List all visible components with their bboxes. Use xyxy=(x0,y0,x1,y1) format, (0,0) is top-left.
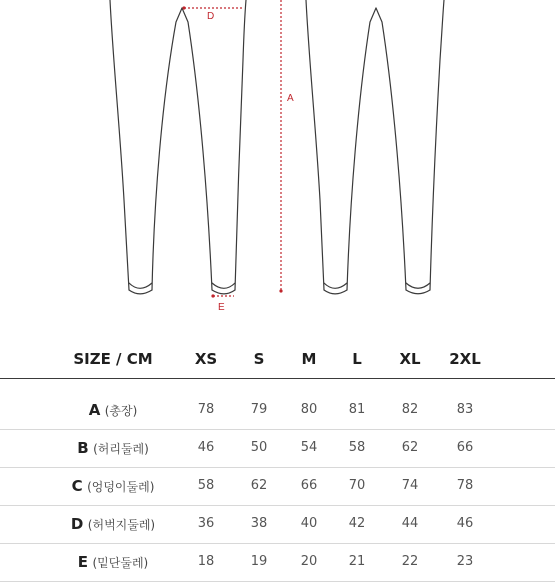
table-cell: 42 xyxy=(348,516,366,531)
header-s: S xyxy=(253,350,265,368)
table-cell: 79 xyxy=(250,402,268,417)
right-legging-outer-right xyxy=(430,0,444,290)
dimension-a-end-marker xyxy=(279,289,282,292)
row-description: (엉덩이둘레) xyxy=(87,480,155,494)
right-legging-cuff-right-bottom xyxy=(406,290,430,294)
table-cell: 19 xyxy=(250,554,268,569)
header-xs: XS xyxy=(194,350,218,368)
row-key: A xyxy=(88,401,101,419)
table-cell: 78 xyxy=(197,402,215,417)
table-cell: 38 xyxy=(250,516,268,531)
table-cell: 66 xyxy=(456,440,474,455)
left-legging-outer-leg xyxy=(110,0,129,290)
row-label xyxy=(71,515,155,533)
table-row xyxy=(0,506,555,544)
table-cell: 44 xyxy=(401,516,419,531)
row-description: (밑단둘레) xyxy=(92,556,149,570)
table-cell: 54 xyxy=(300,440,318,455)
header-m: M xyxy=(301,350,317,368)
table-cell: 80 xyxy=(300,402,318,417)
dimension-label-e: E xyxy=(218,302,225,313)
table-cell: 22 xyxy=(401,554,419,569)
table-cell: 70 xyxy=(348,478,366,493)
table-row xyxy=(0,430,555,468)
table-cell: 23 xyxy=(456,554,474,569)
table-cell: 36 xyxy=(197,516,215,531)
table-cell: 21 xyxy=(348,554,366,569)
table-cell: 20 xyxy=(300,554,318,569)
dimension-label-d: D xyxy=(207,11,215,22)
table-row xyxy=(0,468,555,506)
right-legging-cuff-left-bottom xyxy=(324,290,347,294)
table-cell: 78 xyxy=(456,478,474,493)
table-cell: 62 xyxy=(250,478,268,493)
table-cell: 82 xyxy=(401,402,419,417)
table-cell: 18 xyxy=(197,554,215,569)
header-xl: XL xyxy=(399,350,421,368)
header-size-cm: SIZE / CM xyxy=(73,350,153,368)
row-label xyxy=(77,439,149,457)
table-cell: 46 xyxy=(456,516,474,531)
row-key: E xyxy=(77,553,89,571)
table-cell: 58 xyxy=(197,478,215,493)
left-legging-inner-left xyxy=(152,8,182,290)
table-cell: 40 xyxy=(300,516,318,531)
right-legging-cuff-left xyxy=(324,283,347,288)
right-legging-inner-left xyxy=(347,8,376,290)
table-row xyxy=(0,392,555,430)
row-key: B xyxy=(77,439,89,457)
left-legging-inner-right xyxy=(182,8,215,290)
right-legging-outer-leg xyxy=(306,0,324,290)
right-legging-inner-right xyxy=(376,8,406,290)
left-legging-cuff-right xyxy=(212,283,235,288)
left-legging-cuff-left xyxy=(129,283,152,288)
table-cell: 66 xyxy=(300,478,318,493)
table-cell: 74 xyxy=(401,478,419,493)
table-row xyxy=(0,544,555,582)
dimension-e-start-marker xyxy=(211,294,214,297)
row-description: (허리둘레) xyxy=(93,442,149,456)
header-2xl: 2XL xyxy=(449,350,481,368)
right-legging-cuff-right xyxy=(406,283,430,288)
row-key: C xyxy=(71,477,83,495)
dimension-label-a: A xyxy=(287,93,294,104)
size-table-header xyxy=(0,342,555,379)
row-label xyxy=(72,477,155,495)
table-cell: 50 xyxy=(250,440,268,455)
row-label xyxy=(89,401,138,419)
table-cell: 58 xyxy=(348,440,366,455)
table-cell: 62 xyxy=(401,440,419,455)
dimension-d-start-marker xyxy=(182,6,185,9)
table-cell: 46 xyxy=(197,440,215,455)
row-description: (허벅지둘레) xyxy=(87,518,156,532)
header-l: L xyxy=(352,350,362,368)
row-description: (총장) xyxy=(104,404,138,418)
row-key: D xyxy=(70,515,84,533)
table-cell: 83 xyxy=(456,402,474,417)
left-legging-outer-right xyxy=(235,0,246,290)
row-label xyxy=(78,553,148,571)
left-legging-cuff-right-bottom xyxy=(212,290,235,294)
left-legging-cuff-left-bottom xyxy=(129,290,152,294)
table-cell: 81 xyxy=(348,402,366,417)
